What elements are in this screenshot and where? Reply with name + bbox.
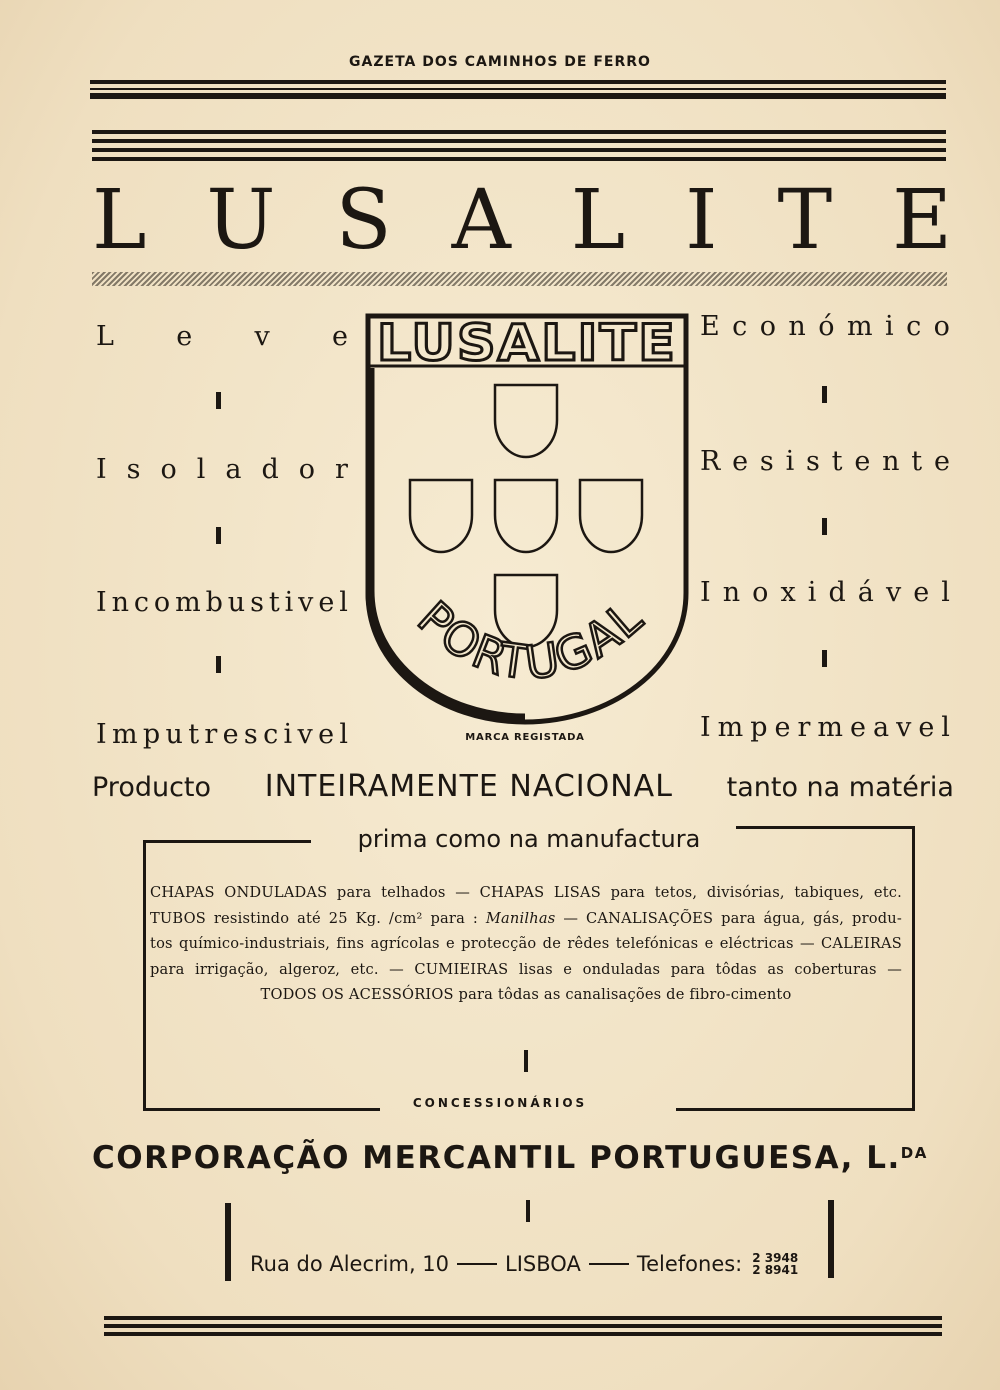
quality-letter: l — [196, 454, 206, 485]
brand-letter: E — [892, 173, 952, 268]
quality-letter: m — [111, 719, 138, 750]
quality-resistente — [700, 447, 950, 477]
quality-letter: i — [785, 446, 795, 477]
frame-rule-4 — [92, 157, 946, 161]
registered-mark-label: MARCA REGISTADA — [465, 732, 585, 743]
quality-letter: L — [96, 321, 114, 352]
footer-rule-2 — [104, 1324, 942, 1328]
quality-letter: v — [254, 321, 270, 352]
quality-letter: t — [188, 719, 200, 750]
quality-letter: e — [318, 587, 335, 618]
brand-title — [92, 173, 952, 268]
brand-letter: S — [335, 173, 392, 268]
frame-rule-3 — [92, 148, 946, 152]
separator-mark — [822, 650, 827, 667]
shield-emblem — [340, 308, 700, 733]
separator-mark — [526, 1200, 530, 1222]
quality-letter: l — [941, 577, 950, 608]
separator-mark — [216, 527, 221, 544]
dash — [457, 1263, 497, 1265]
quality-letter: u — [227, 587, 246, 618]
brand-letter: L — [570, 173, 626, 268]
city: LISBOA — [505, 1252, 581, 1276]
quality-letter: n — [722, 577, 741, 608]
quality-letter: m — [175, 587, 201, 618]
address-bracket-left — [225, 1203, 231, 1281]
quality-letter: r — [335, 454, 348, 485]
quality-letter: e — [933, 446, 950, 477]
footer-rule-3 — [104, 1332, 942, 1336]
quality-inoxidavel — [700, 578, 950, 608]
frame-rule-2 — [92, 139, 946, 143]
quality-letter: E — [700, 311, 720, 342]
quality-letter: t — [831, 446, 843, 477]
tagline — [92, 770, 954, 805]
concessionaires-label: CONCESSIONÁRIOS — [412, 1096, 588, 1110]
quality-letter: n — [882, 446, 900, 477]
box-right — [912, 826, 915, 1111]
quality-letter: u — [165, 719, 183, 750]
company-name: CORPORAÇÃO MERCANTIL PORTUGUESA, L.$^{DA}$ — [92, 1140, 928, 1176]
quality-letter: o — [298, 454, 316, 485]
quality-letter: v — [896, 712, 912, 743]
separator-mark — [822, 518, 827, 535]
product-line: tos químico-industriais, fins agrícolas e protecção de rêdes telefónicas e eléctricas — CALEIRAS — [150, 935, 902, 952]
quality-letter: m — [846, 311, 873, 342]
quality-letter: c — [263, 719, 279, 750]
address-line — [250, 1246, 798, 1282]
quality-letter: m — [817, 712, 844, 743]
product-line: TODOS OS ACESSÓRIOS para tôdas as canalisações de fibro-cimento — [260, 986, 792, 1003]
quality-letter: e — [918, 712, 935, 743]
company-suffix: DA — [900, 1144, 928, 1162]
quality-letter: s — [250, 587, 264, 618]
quality-letter: i — [284, 587, 294, 618]
tagline-continued: prima como na manufactura — [357, 825, 701, 853]
quality-letter: e — [331, 321, 348, 352]
brand-letter: A — [451, 173, 511, 268]
quality-letter: b — [205, 587, 223, 618]
quality-letter: I — [96, 719, 107, 750]
emblem-bottom-text: PORTUGAL — [407, 589, 654, 691]
quality-letter: s — [806, 446, 820, 477]
tagline-emphasis: INTEIRAMENTE NACIONAL — [264, 769, 673, 804]
quality-letter: p — [750, 712, 768, 743]
quality-letter: R — [700, 446, 721, 477]
hatched-rule — [92, 272, 947, 286]
quality-letter: r — [204, 719, 218, 750]
quality-economico — [700, 312, 950, 342]
quality-letter: I — [700, 577, 711, 608]
footer-rule-1 — [104, 1316, 942, 1320]
quality-letter: e — [222, 719, 239, 750]
quality-letter: e — [176, 321, 193, 352]
quality-letter: i — [807, 577, 817, 608]
quality-letter: e — [854, 446, 871, 477]
quality-letter: o — [759, 311, 776, 342]
separator-mark — [216, 656, 221, 673]
quality-letter: x — [780, 577, 796, 608]
quality-letter: v — [885, 577, 902, 608]
phone-numbers: 2 3948 2 8941 — [752, 1251, 799, 1277]
quality-letter: t — [911, 446, 923, 477]
quality-letter: o — [933, 311, 950, 342]
quality-letter: i — [885, 311, 894, 342]
emblem-top-text: LUSALITE — [377, 314, 677, 372]
quality-letter: e — [318, 719, 335, 750]
quality-imputrescivel — [96, 720, 348, 750]
quality-letter: n — [111, 587, 129, 618]
quality-letter: l — [339, 719, 348, 750]
product-line: para irrigação, algeroz, etc. — CUMIEIRAS lisas e onduladas para tôdas as coberturas — — [150, 960, 902, 978]
brand-letter: T — [777, 173, 833, 268]
quality-letter: s — [759, 446, 774, 477]
quality-letter: o — [160, 454, 177, 485]
quality-letter: o — [752, 577, 769, 608]
address-bracket-right — [828, 1200, 834, 1278]
separator-mark — [216, 392, 221, 409]
quality-letter: o — [153, 587, 171, 618]
quality-letter: ó — [818, 311, 835, 342]
product-line: TUBOS resistindo até 25 Kg. /cm² para : Manilhas — CANALISAÇÕES para água, gás, produ- — [150, 909, 902, 927]
quality-letter: t — [268, 587, 280, 618]
quality-letter: l — [339, 587, 348, 618]
quality-letter: c — [906, 311, 922, 342]
quality-letter: m — [717, 712, 744, 743]
quality-impermeavel — [700, 713, 950, 743]
street-address: Rua do Alecrim, 10 — [250, 1252, 450, 1276]
brand-letter: I — [685, 173, 718, 268]
journal-header: GAZETA DOS CAMINHOS DE FERRO — [349, 54, 651, 70]
brand-letter: L — [92, 173, 147, 268]
quality-letter: r — [797, 712, 811, 743]
separator-mark — [524, 1050, 528, 1072]
quality-letter: a — [872, 712, 890, 743]
quality-letter: v — [298, 587, 314, 618]
quality-letter: s — [243, 719, 258, 750]
separator-mark — [822, 386, 827, 403]
header-rule-bold — [90, 93, 946, 99]
quality-letter: l — [941, 712, 950, 743]
tagline-part3: tanto na matéria — [726, 772, 954, 803]
quality-letter: c — [133, 587, 149, 618]
tagline-part1: Producto — [92, 772, 212, 803]
quality-letter: p — [142, 719, 161, 750]
quality-letter: I — [96, 454, 107, 485]
quality-letter: i — [283, 719, 293, 750]
quality-letter: d — [828, 577, 846, 608]
brand-letter: U — [206, 173, 276, 268]
quality-letter: c — [732, 311, 748, 342]
quality-letter: a — [225, 454, 242, 485]
quality-letter: s — [126, 454, 141, 485]
phone-label: Telefones: — [636, 1252, 743, 1276]
frame-rule-1 — [92, 130, 946, 134]
quality-letter: e — [732, 446, 749, 477]
quality-letter: n — [788, 311, 806, 342]
quality-letter: á — [857, 577, 874, 608]
quality-letter: e — [850, 712, 866, 743]
quality-letter: I — [96, 587, 107, 618]
header-rule-thick — [90, 80, 946, 84]
quality-isolador — [96, 455, 348, 485]
quality-letter: v — [297, 719, 313, 750]
quality-letter: e — [774, 712, 791, 743]
quality-leve — [96, 322, 348, 352]
product-list — [150, 880, 902, 1008]
product-line: CHAPAS ONDULADAS para telhados — CHAPAS LISAS para tetos, divisórias, tabiques, etc. — [150, 884, 902, 901]
quality-letter: e — [913, 577, 930, 608]
quality-letter: I — [700, 712, 711, 743]
quality-incombustivel — [96, 588, 348, 618]
dash — [589, 1263, 629, 1265]
header-rule-thin — [90, 88, 946, 90]
box-left — [143, 840, 146, 1111]
quality-letter: d — [261, 454, 279, 485]
